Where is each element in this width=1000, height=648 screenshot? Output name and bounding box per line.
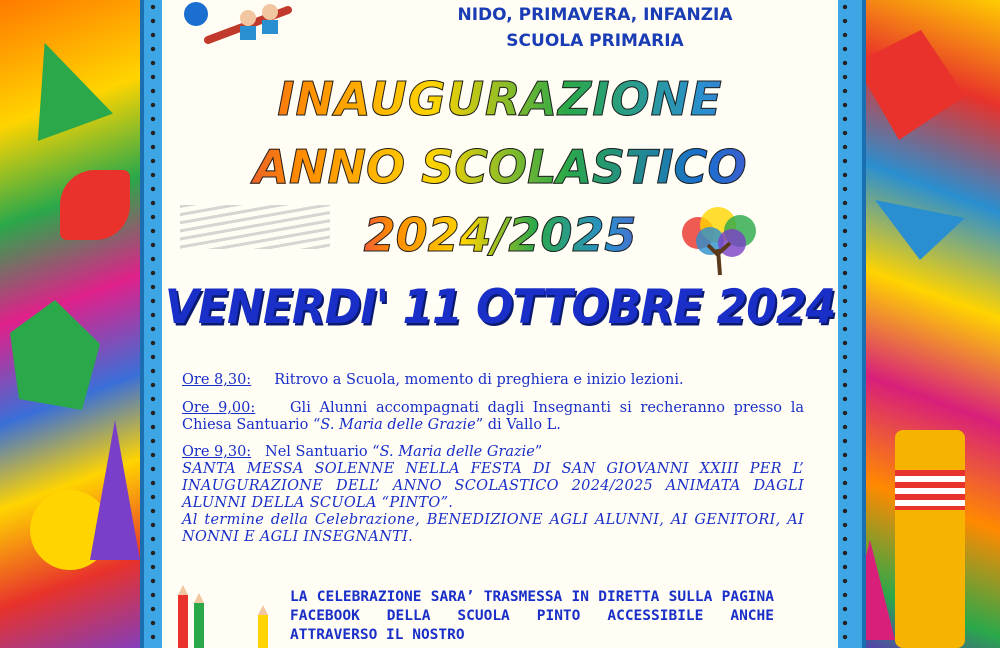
title-line-1: INAUGURAZIONE <box>162 72 838 126</box>
rainbow-tree-icon <box>668 205 772 277</box>
program-text-2b: ” di Vallo L. <box>475 417 561 433</box>
program-place-2: S. Maria delle Grazie <box>320 417 476 433</box>
program-item-1 <box>182 372 804 389</box>
perforation-right <box>842 0 848 648</box>
program-text-1: Ritrovo a Scuola, momento di preghiera e inizio lezioni. <box>274 372 684 388</box>
program-detail-3b: Al termine della Celebrazione, BENEDIZIONE AGLI ALUNNI, AI GENITORI, AI NONNI E AGLI INSEGNANTI. <box>182 512 804 545</box>
program-text-3a: Nel Santuario “ <box>265 444 380 460</box>
program-time-2: Ore 9,00: <box>182 400 256 416</box>
program-text-3b: ” <box>534 444 543 460</box>
title-year: 2024/2025 <box>320 208 680 262</box>
school-header <box>380 2 810 54</box>
event-date: VENERDI' 11 OTTOBRE 2024 <box>164 279 836 336</box>
header-line-1: NIDO, PRIMAVERA, INFANZIA <box>457 5 733 25</box>
decorative-swoosh <box>180 205 330 249</box>
program-time-3: Ore 9,30: <box>182 444 252 460</box>
program-place-3: S. Maria delle Grazie <box>379 444 535 460</box>
program-text-2a: Gli Alunni accompagnati dagli Insegnanti si recheranno presso la Chiesa Santuario “ <box>182 400 804 433</box>
broadcast-notice: LA CELEBRAZIONE SARA’ TRASMESSA IN DIRETTA SULLA PAGINA FACEBOOK DELLA SCUOLA PINTO ACCESSIBILE ANCHE ATTRAVERSO IL NOSTRO <box>290 589 774 643</box>
title-line-2: ANNO SCOLASTICO <box>162 140 838 194</box>
school-logo-icon <box>178 0 298 52</box>
program-time-1: Ore 8,30: <box>182 372 252 388</box>
header-line-2: SCUOLA PRIMARIA <box>506 31 684 51</box>
program-item-3 <box>182 444 804 546</box>
program-item-2 <box>182 400 804 434</box>
pencils-icon <box>170 585 280 648</box>
program-detail-3: SANTA MESSA SOLENNE NELLA FESTA DI SAN GIOVANNI XXIII PER L’ INAUGURAZIONE DELL’ ANNO SCOLASTICO 2024/2025 ANIMATA DAGLI ALUNNI DELLA SCUOLA “PINTO”. <box>182 461 804 511</box>
perforation-left <box>150 0 156 648</box>
